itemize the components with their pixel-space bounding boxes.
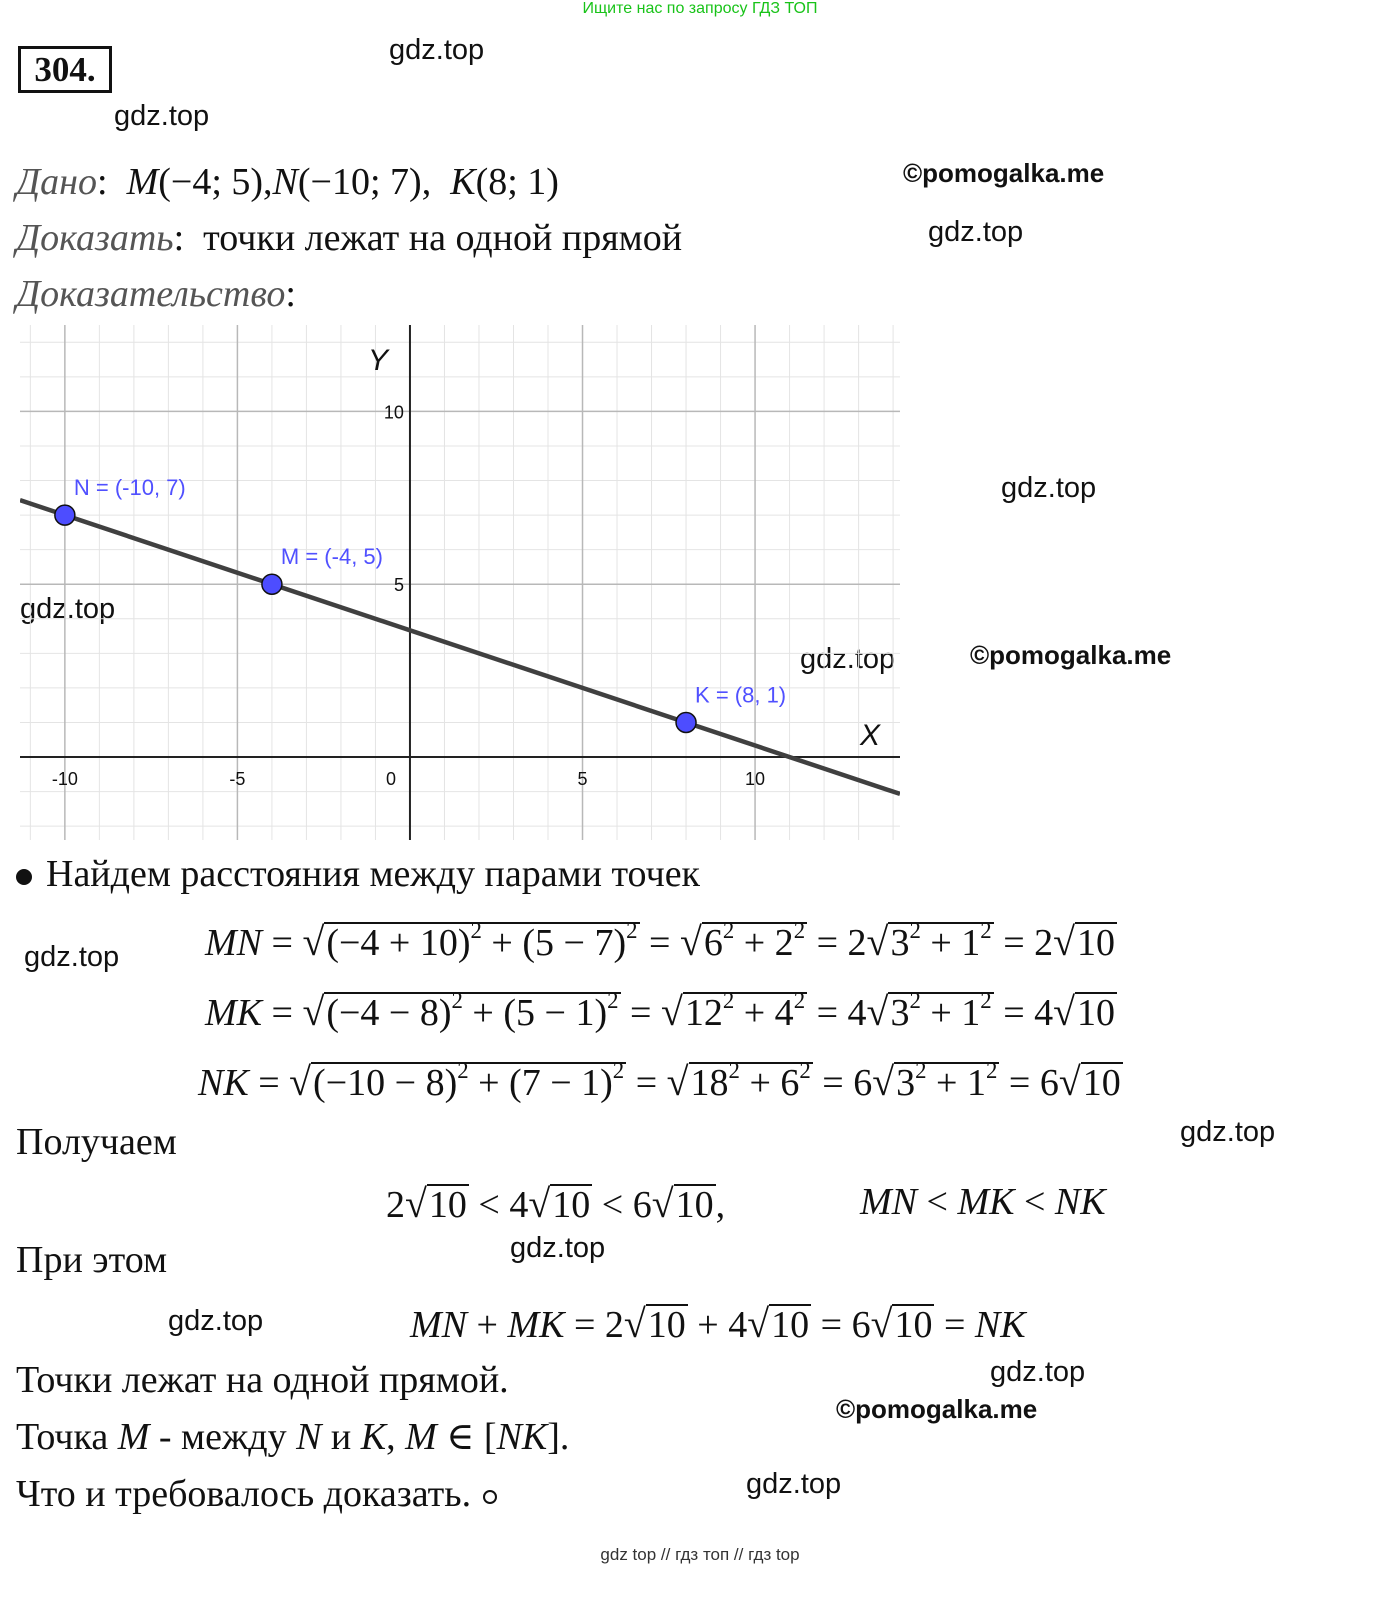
x-tick-label: 0 bbox=[385, 769, 396, 790]
term: + (5 − 7) bbox=[481, 922, 627, 964]
radicand: 10 bbox=[894, 1304, 933, 1346]
term: (−10 − 8) bbox=[313, 1062, 458, 1104]
watermark: gdz.top bbox=[746, 1468, 842, 1500]
proof-colon: : bbox=[285, 273, 296, 315]
given-colon: : bbox=[97, 161, 108, 203]
bullet-icon bbox=[16, 869, 32, 885]
radical-icon: √ bbox=[666, 1059, 689, 1104]
eq-sign: = bbox=[811, 1304, 852, 1346]
point-n bbox=[55, 505, 75, 525]
sum-equation bbox=[410, 1300, 1026, 1347]
find-distances-text: Найдем расстояния между парами точек bbox=[46, 853, 701, 895]
radical-icon: √ bbox=[679, 919, 702, 964]
watermark: gdz.top bbox=[114, 100, 210, 132]
watermark: gdz.top bbox=[510, 1232, 606, 1264]
copyright-watermark: ©pomogalka.me bbox=[903, 158, 1105, 188]
radical-icon: √ bbox=[528, 1181, 551, 1226]
x-tick-label: -5 bbox=[229, 769, 246, 790]
point-m-name: M bbox=[126, 161, 159, 203]
copyright-watermark: ©pomogalka.me bbox=[970, 640, 1172, 670]
inequality-line bbox=[386, 1180, 725, 1227]
eq-sign: = bbox=[999, 1062, 1040, 1104]
text: - между bbox=[149, 1416, 297, 1458]
exponent: 2 bbox=[722, 987, 735, 1013]
radical-icon: √ bbox=[651, 1181, 674, 1226]
point-sep: , bbox=[421, 161, 432, 203]
eq-sign: = bbox=[993, 922, 1035, 964]
coefficient: 2 bbox=[604, 1304, 624, 1346]
radical-icon: √ bbox=[747, 1301, 770, 1346]
point-m-coords: (−4; 5) bbox=[158, 161, 264, 203]
exponent: 2 bbox=[451, 987, 463, 1013]
pri-etom-label: При этом bbox=[16, 1239, 168, 1281]
prove-label: Доказать bbox=[16, 217, 174, 259]
x-axis-label: X bbox=[860, 719, 881, 753]
exponent: 2 bbox=[980, 917, 992, 943]
radical-icon: √ bbox=[1053, 989, 1076, 1034]
radical-icon: √ bbox=[302, 989, 325, 1034]
point-k-name: K bbox=[450, 161, 476, 203]
term: 3 bbox=[890, 922, 910, 964]
lt-sign: < bbox=[468, 1184, 510, 1226]
eq-lhs: NK bbox=[198, 1062, 249, 1104]
search-banner: Ищите нас по запросу ГДЗ ТОП bbox=[582, 0, 818, 17]
segment-nk: NK bbox=[974, 1304, 1026, 1346]
text: , bbox=[386, 1416, 406, 1458]
term: + (7 − 1) bbox=[468, 1062, 613, 1104]
exponent: 2 bbox=[612, 1057, 625, 1083]
y-tick-label: 10 bbox=[383, 402, 404, 423]
coefficient: 2 bbox=[847, 922, 867, 964]
term: 1 bbox=[961, 992, 981, 1034]
exponent: 2 bbox=[470, 917, 482, 943]
radical-icon: √ bbox=[289, 1059, 312, 1104]
segment-nk: NK bbox=[1054, 1181, 1106, 1223]
radical-icon: √ bbox=[302, 919, 325, 964]
exponent: 2 bbox=[457, 1057, 469, 1083]
point-m-name: M bbox=[117, 1416, 150, 1458]
point-label-m: M = (-4, 5) bbox=[280, 544, 383, 570]
term: 18 bbox=[690, 1062, 729, 1104]
find-distances-line bbox=[16, 852, 700, 896]
eq-sign: = bbox=[626, 1062, 667, 1104]
qed-text: Что и требовалось доказать. bbox=[16, 1473, 472, 1515]
segment-mn: MN bbox=[860, 1181, 917, 1223]
eq-sign: = bbox=[564, 1304, 605, 1346]
radical-icon: √ bbox=[1053, 919, 1076, 964]
segment-mk: MK bbox=[957, 1181, 1015, 1223]
proof-label: Доказательство bbox=[16, 273, 286, 315]
term: (−4 − 8) bbox=[326, 992, 452, 1034]
coefficient: 2 bbox=[386, 1184, 405, 1226]
text: Точка bbox=[16, 1416, 118, 1458]
eq-sign: = bbox=[812, 1062, 854, 1104]
footer-links: gdz top // гдз топ // гдз top bbox=[600, 1545, 800, 1564]
eq-lhs: MN bbox=[205, 922, 262, 964]
eq-sign: = bbox=[807, 992, 848, 1034]
watermark: gdz.top bbox=[24, 941, 120, 973]
eq-sign: = bbox=[993, 992, 1035, 1034]
radicand: 10 bbox=[1077, 922, 1116, 964]
lt-sign: < bbox=[1014, 1181, 1055, 1223]
lt-sign: < bbox=[592, 1184, 633, 1226]
watermark: gdz.top bbox=[168, 1305, 264, 1337]
point-k-name: K bbox=[360, 1416, 387, 1458]
inequality-segments bbox=[860, 1180, 1106, 1224]
point-label-n: N = (-10, 7) bbox=[73, 475, 186, 501]
given-line bbox=[16, 160, 559, 204]
term: + (5 − 1) bbox=[462, 992, 608, 1034]
radicand: 10 bbox=[1077, 992, 1116, 1034]
coefficient: 4 bbox=[509, 1184, 529, 1226]
term: 3 bbox=[896, 1062, 916, 1104]
exponent: 2 bbox=[909, 987, 921, 1013]
eq-lhs: MK bbox=[205, 992, 262, 1034]
point-k-coords: (8; 1) bbox=[475, 161, 559, 203]
segment-nk: NK bbox=[496, 1416, 548, 1458]
point-m bbox=[262, 574, 282, 594]
point-n-coords: (−10; 7) bbox=[297, 161, 422, 203]
watermark: gdz.top bbox=[800, 643, 896, 675]
eq-sign: = bbox=[262, 922, 303, 964]
eq-sign: = bbox=[248, 1062, 290, 1104]
point-n-name: N bbox=[296, 1416, 322, 1458]
copyright-watermark: ©pomogalka.me bbox=[836, 1394, 1038, 1424]
point-sep: , bbox=[263, 161, 273, 203]
problem-number: 304. bbox=[18, 46, 112, 93]
radicand bbox=[324, 987, 620, 1034]
coefficient: 4 bbox=[847, 992, 867, 1034]
radical-icon: √ bbox=[623, 1301, 646, 1346]
term: + 6 bbox=[739, 1062, 800, 1104]
radicand: 10 bbox=[552, 1184, 591, 1226]
watermark: gdz.top bbox=[928, 216, 1024, 248]
point-k bbox=[676, 712, 696, 732]
radicand: 10 bbox=[675, 1184, 714, 1226]
prove-text: точки лежат на одной прямой bbox=[203, 217, 683, 259]
exponent: 2 bbox=[793, 917, 806, 943]
plus-sign: + bbox=[467, 1304, 508, 1346]
y-axis-label: Y bbox=[367, 344, 388, 377]
watermark: gdz.top bbox=[1001, 472, 1097, 504]
equation-mn bbox=[205, 918, 1117, 965]
term: + 4 bbox=[734, 992, 794, 1034]
segment-mk: MK bbox=[507, 1304, 565, 1346]
radical-icon: √ bbox=[866, 919, 889, 964]
term: + bbox=[926, 1062, 967, 1104]
coefficient: 6 bbox=[1039, 1062, 1059, 1104]
term: + 2 bbox=[734, 922, 794, 964]
exponent: 2 bbox=[793, 987, 806, 1013]
point-label-k: K = (8, 1) bbox=[695, 682, 787, 708]
radicand bbox=[324, 917, 639, 964]
exponent: 2 bbox=[985, 1057, 998, 1083]
exponent: 2 bbox=[626, 917, 638, 943]
radicand bbox=[702, 917, 807, 964]
radical-icon: √ bbox=[870, 1301, 893, 1346]
coefficient: 6 bbox=[851, 1304, 871, 1346]
plus-sign: + bbox=[687, 1304, 729, 1346]
radical-icon: √ bbox=[405, 1181, 427, 1226]
radicand bbox=[311, 1057, 626, 1104]
text: ∈ [ bbox=[436, 1416, 497, 1458]
term: 1 bbox=[966, 1062, 986, 1104]
point-n-name: N bbox=[272, 161, 298, 203]
term: 12 bbox=[684, 992, 723, 1034]
text: и bbox=[321, 1416, 361, 1458]
prove-line bbox=[16, 216, 682, 260]
radicand: 10 bbox=[428, 1184, 467, 1226]
radicand: 10 bbox=[647, 1304, 686, 1346]
exponent: 2 bbox=[980, 987, 992, 1013]
conclusion-line-2 bbox=[16, 1414, 569, 1459]
term: + bbox=[920, 992, 962, 1034]
eq-sign: = bbox=[262, 992, 303, 1034]
coefficient: 6 bbox=[853, 1062, 873, 1104]
comma: , bbox=[715, 1184, 726, 1226]
coefficient: 2 bbox=[1034, 922, 1054, 964]
term: (−4 + 10) bbox=[326, 922, 471, 964]
exponent: 2 bbox=[728, 1057, 740, 1083]
radical-icon: √ bbox=[866, 989, 889, 1034]
exponent: 2 bbox=[909, 917, 921, 943]
radicand: 10 bbox=[771, 1304, 810, 1346]
radicand bbox=[683, 987, 807, 1034]
qed-circle-icon bbox=[483, 1490, 497, 1504]
radicand bbox=[894, 1057, 999, 1104]
exponent: 2 bbox=[722, 917, 735, 943]
conclusion-line-3 bbox=[16, 1472, 497, 1516]
conclusion-line-1: Точки лежат на одной прямой. bbox=[16, 1359, 509, 1401]
watermark: gdz.top bbox=[389, 34, 485, 66]
radical-icon: √ bbox=[872, 1059, 895, 1104]
radicand bbox=[888, 917, 993, 964]
proof-label-line bbox=[16, 272, 296, 316]
term: 3 bbox=[890, 992, 910, 1034]
equation-mk bbox=[205, 988, 1117, 1035]
given-label: Дано bbox=[16, 161, 98, 203]
x-tick-label: 10 bbox=[745, 769, 766, 790]
exponent: 2 bbox=[915, 1057, 927, 1083]
eq-sign: = bbox=[934, 1304, 975, 1346]
eq-sign: = bbox=[620, 992, 661, 1034]
radical-icon: √ bbox=[1058, 1059, 1081, 1104]
x-tick-label: 5 bbox=[577, 769, 588, 790]
lt-sign: < bbox=[917, 1181, 958, 1223]
y-tick-label: 5 bbox=[393, 575, 404, 596]
x-tick-label: -10 bbox=[51, 769, 78, 790]
segment-mn: MN bbox=[410, 1304, 467, 1346]
coefficient: 4 bbox=[728, 1304, 748, 1346]
exponent: 2 bbox=[607, 987, 619, 1013]
text: ]. bbox=[547, 1416, 570, 1458]
coefficient: 6 bbox=[632, 1184, 652, 1226]
watermark: gdz.top bbox=[1180, 1116, 1276, 1148]
watermark: gdz.top bbox=[20, 593, 116, 625]
term: 6 bbox=[703, 922, 723, 964]
point-m-name: M bbox=[405, 1416, 437, 1458]
coordinate-graph bbox=[20, 325, 900, 840]
equation-nk bbox=[198, 1058, 1123, 1105]
line-nk bbox=[20, 500, 900, 794]
radicand: 10 bbox=[1082, 1062, 1121, 1104]
term: 1 bbox=[961, 922, 981, 964]
eq-sign: = bbox=[639, 922, 680, 964]
eq-sign: = bbox=[807, 922, 848, 964]
term: + bbox=[920, 922, 962, 964]
radicand bbox=[689, 1057, 813, 1104]
exponent: 2 bbox=[799, 1057, 811, 1083]
watermark: gdz.top bbox=[990, 1356, 1086, 1388]
radicand bbox=[888, 987, 993, 1034]
obtain-label: Получаем bbox=[16, 1121, 177, 1163]
prove-colon: : bbox=[173, 217, 185, 259]
coefficient: 4 bbox=[1034, 992, 1054, 1034]
radical-icon: √ bbox=[660, 989, 683, 1034]
